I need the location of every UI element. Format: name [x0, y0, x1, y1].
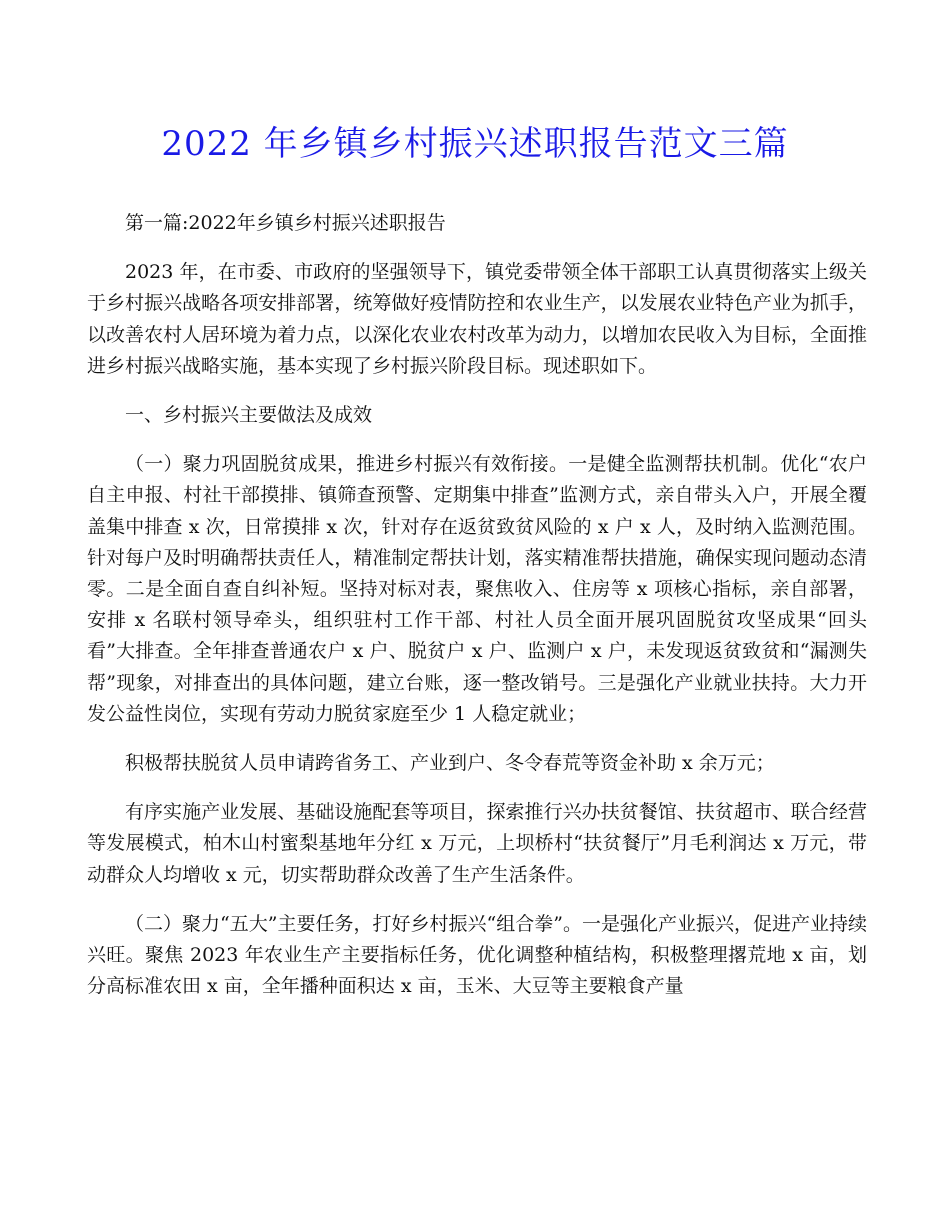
document-title: 2022 年乡镇乡村振兴述职报告范文三篇 [161, 124, 789, 164]
body-paragraph-2: 积极帮扶脱贫人员申请跨省务工、产业到户、冬令春荒等资金补助 x 余万元； [125, 752, 775, 775]
body-paragraph-4: （二）聚力“五大”主要任务，打好乡村振兴“组合拳”。一是强化产业振兴，促进产业持续兴旺。聚焦 2023 年农业生产主要指标任务，优化调整种植结构，积极整理撂荒地 x 亩，划分高标准农田 x 亩，全年播种面积达 x 亩，玉米、大豆等主要粮食产量 [87, 912, 867, 998]
intro-paragraph: 2023 年，在市委、市政府的坚强领导下，镇党委带领全体干部职工认真贯彻落实上级关于乡村振兴战略各项安排部署，统筹做好疫情防控和农业生产，以发展农业特色产业为抓手，以改善农村人居环境为着力点，以深化农业农村改革为动力，以增加农民收入为目标，全面推进乡村振兴战略实施，基本实现了乡村振兴阶段目标。现述职如下。 [87, 261, 867, 377]
section-heading-main-practices: 一、乡村振兴主要做法及成效 [125, 404, 373, 427]
body-paragraph-3: 有序实施产业发展、基础设施配套等项目，探索推行兴办扶贫餐馆、扶贫超市、联合经营等发展模式，柏木山村蜜梨基地年分红 x 万元，上坝桥村“扶贫餐厅”月毛利润达 x 万元，带动群众人均增收 x 元，切实帮助群众改善了生产生活条件。 [87, 801, 867, 886]
body-paragraph-1: （一）聚力巩固脱贫成果，推进乡村振兴有效衔接。一是健全监测帮扶机制。优化“农户自主申报、村社干部摸排、镇筛查预警、定期集中排查”监测方式，亲自带头入户，开展全覆盖集中排查 x 次，日常摸排 x 次，针对存在返贫致贫风险的 x 户 x 人，及时纳入监测范围。针对每户及时明确帮扶责任人，精准制定帮扶计划，落实精准帮扶措施，确保实现问题动态清零。二是全面自查自纠补短。坚持对标对表，聚焦收入、住房等 x 项核心指标，亲自部署，安排 x 名联村领导牵头，组织驻村工作干部、村社人员全面开展巩固脱贫攻坚成果“回头看”大排查。全年排查普通农户 x 户、脱贫户 x 户、监测户 x 户，未发现返贫致贫和“漏测失帮”现象，对排查出的具体问题，建立台账，逐一整改销号。三是强化产业就业扶持。大力开发公益性岗位，实现有劳动力脱贫家庭至少 1 人稳定就业； [87, 453, 867, 725]
document-body [87, 208, 867, 1020]
section-heading-part-one: 第一篇:2022年乡镇乡村振兴述职报告 [125, 212, 446, 234]
